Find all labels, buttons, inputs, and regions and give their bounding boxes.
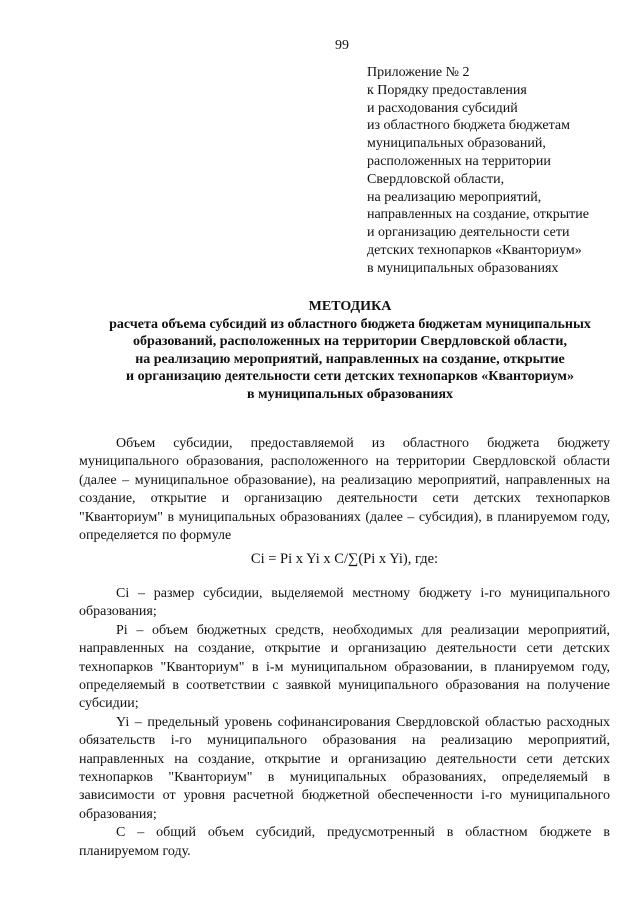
- appendix-line: из областного бюджета бюджетам: [367, 118, 570, 134]
- appendix-line: и расходования субсидий: [367, 100, 518, 116]
- definition-yi: Yi – предельный уровень софинансирования Свердловской областью расходных обязательств i-го муниципального образования на реализацию мероприятий, направленных на создание, открытие и организацию деятельности сети детских технопарков "Кванториум" в муниципальных образованиях, определяемый в зависимости от уровня расчетной бюджетной обеспеченности i-го муниципального образования;: [79, 714, 610, 822]
- heading-title: МЕТОДИКА: [308, 299, 392, 314]
- formula: Ci = Pi x Yi x C/∑(Pi x Yi), где:: [250, 551, 439, 567]
- appendix-line: на реализацию мероприятий,: [367, 189, 542, 205]
- appendix-line: Свердловской области,: [367, 171, 505, 187]
- definition-ci: Ci – размер субсидии, выделяемой местному бюджету i-го муниципального образования;: [79, 586, 610, 620]
- appendix-line: детских технопарков «Кванториум»: [367, 242, 582, 258]
- document-heading: [60, 298, 640, 404]
- heading-line: на реализацию мероприятий, направленных на создание, открытие: [135, 351, 565, 367]
- heading-line: и организацию деятельности сети детских технопарков «Кванториум»: [126, 369, 574, 385]
- appendix-line: и организацию деятельности сети: [367, 225, 570, 241]
- heading-line: расчета объема субсидий из областного бюджета бюджетам муниципальных: [109, 316, 591, 332]
- appendix-line: расположенных на территории: [367, 153, 551, 169]
- definition-c: C – общий объем субсидий, предусмотренный в областном бюджете в планируемом году.: [79, 825, 610, 859]
- appendix-note: [367, 64, 627, 278]
- heading-line: образований, расположенных на территории Свердловской области,: [133, 334, 567, 350]
- definitions-section: [79, 585, 610, 861]
- page-number: 99: [335, 38, 349, 53]
- appendix-line: Приложение № 2: [367, 65, 470, 80]
- intro-paragraph: Объем субсидии, предоставляемой из областного бюджета бюджету муниципального образования, расположенного на территории Свердловской области (далее – муниципальное образование), на реализацию мероприятий, направленных на создание, открытие и организацию деятельности сети детских технопарков "Кванториум" в муниципальных образованиях (далее – субсидия), в планируемом году, определяется по формуле: [79, 436, 610, 544]
- intro-section: [79, 435, 610, 545]
- appendix-line: к Порядку предоставления: [367, 82, 527, 98]
- definition-pi: Pi – объем бюджетных средств, необходимых для реализации мероприятий, направленных на создание, открытие и организацию деятельности сети детских технопарков "Кванториум" в i-м муниципальном образовании, в планируемом году, определяемый в соответствии с заявкой муниципального образования на получение субсидии;: [79, 622, 610, 712]
- heading-line: в муниципальных образованиях: [246, 386, 454, 402]
- appendix-line: в муниципальных образованиях: [367, 260, 559, 276]
- appendix-line: направленных на создание, открытие: [367, 207, 589, 223]
- appendix-line: муниципальных образований,: [367, 136, 546, 152]
